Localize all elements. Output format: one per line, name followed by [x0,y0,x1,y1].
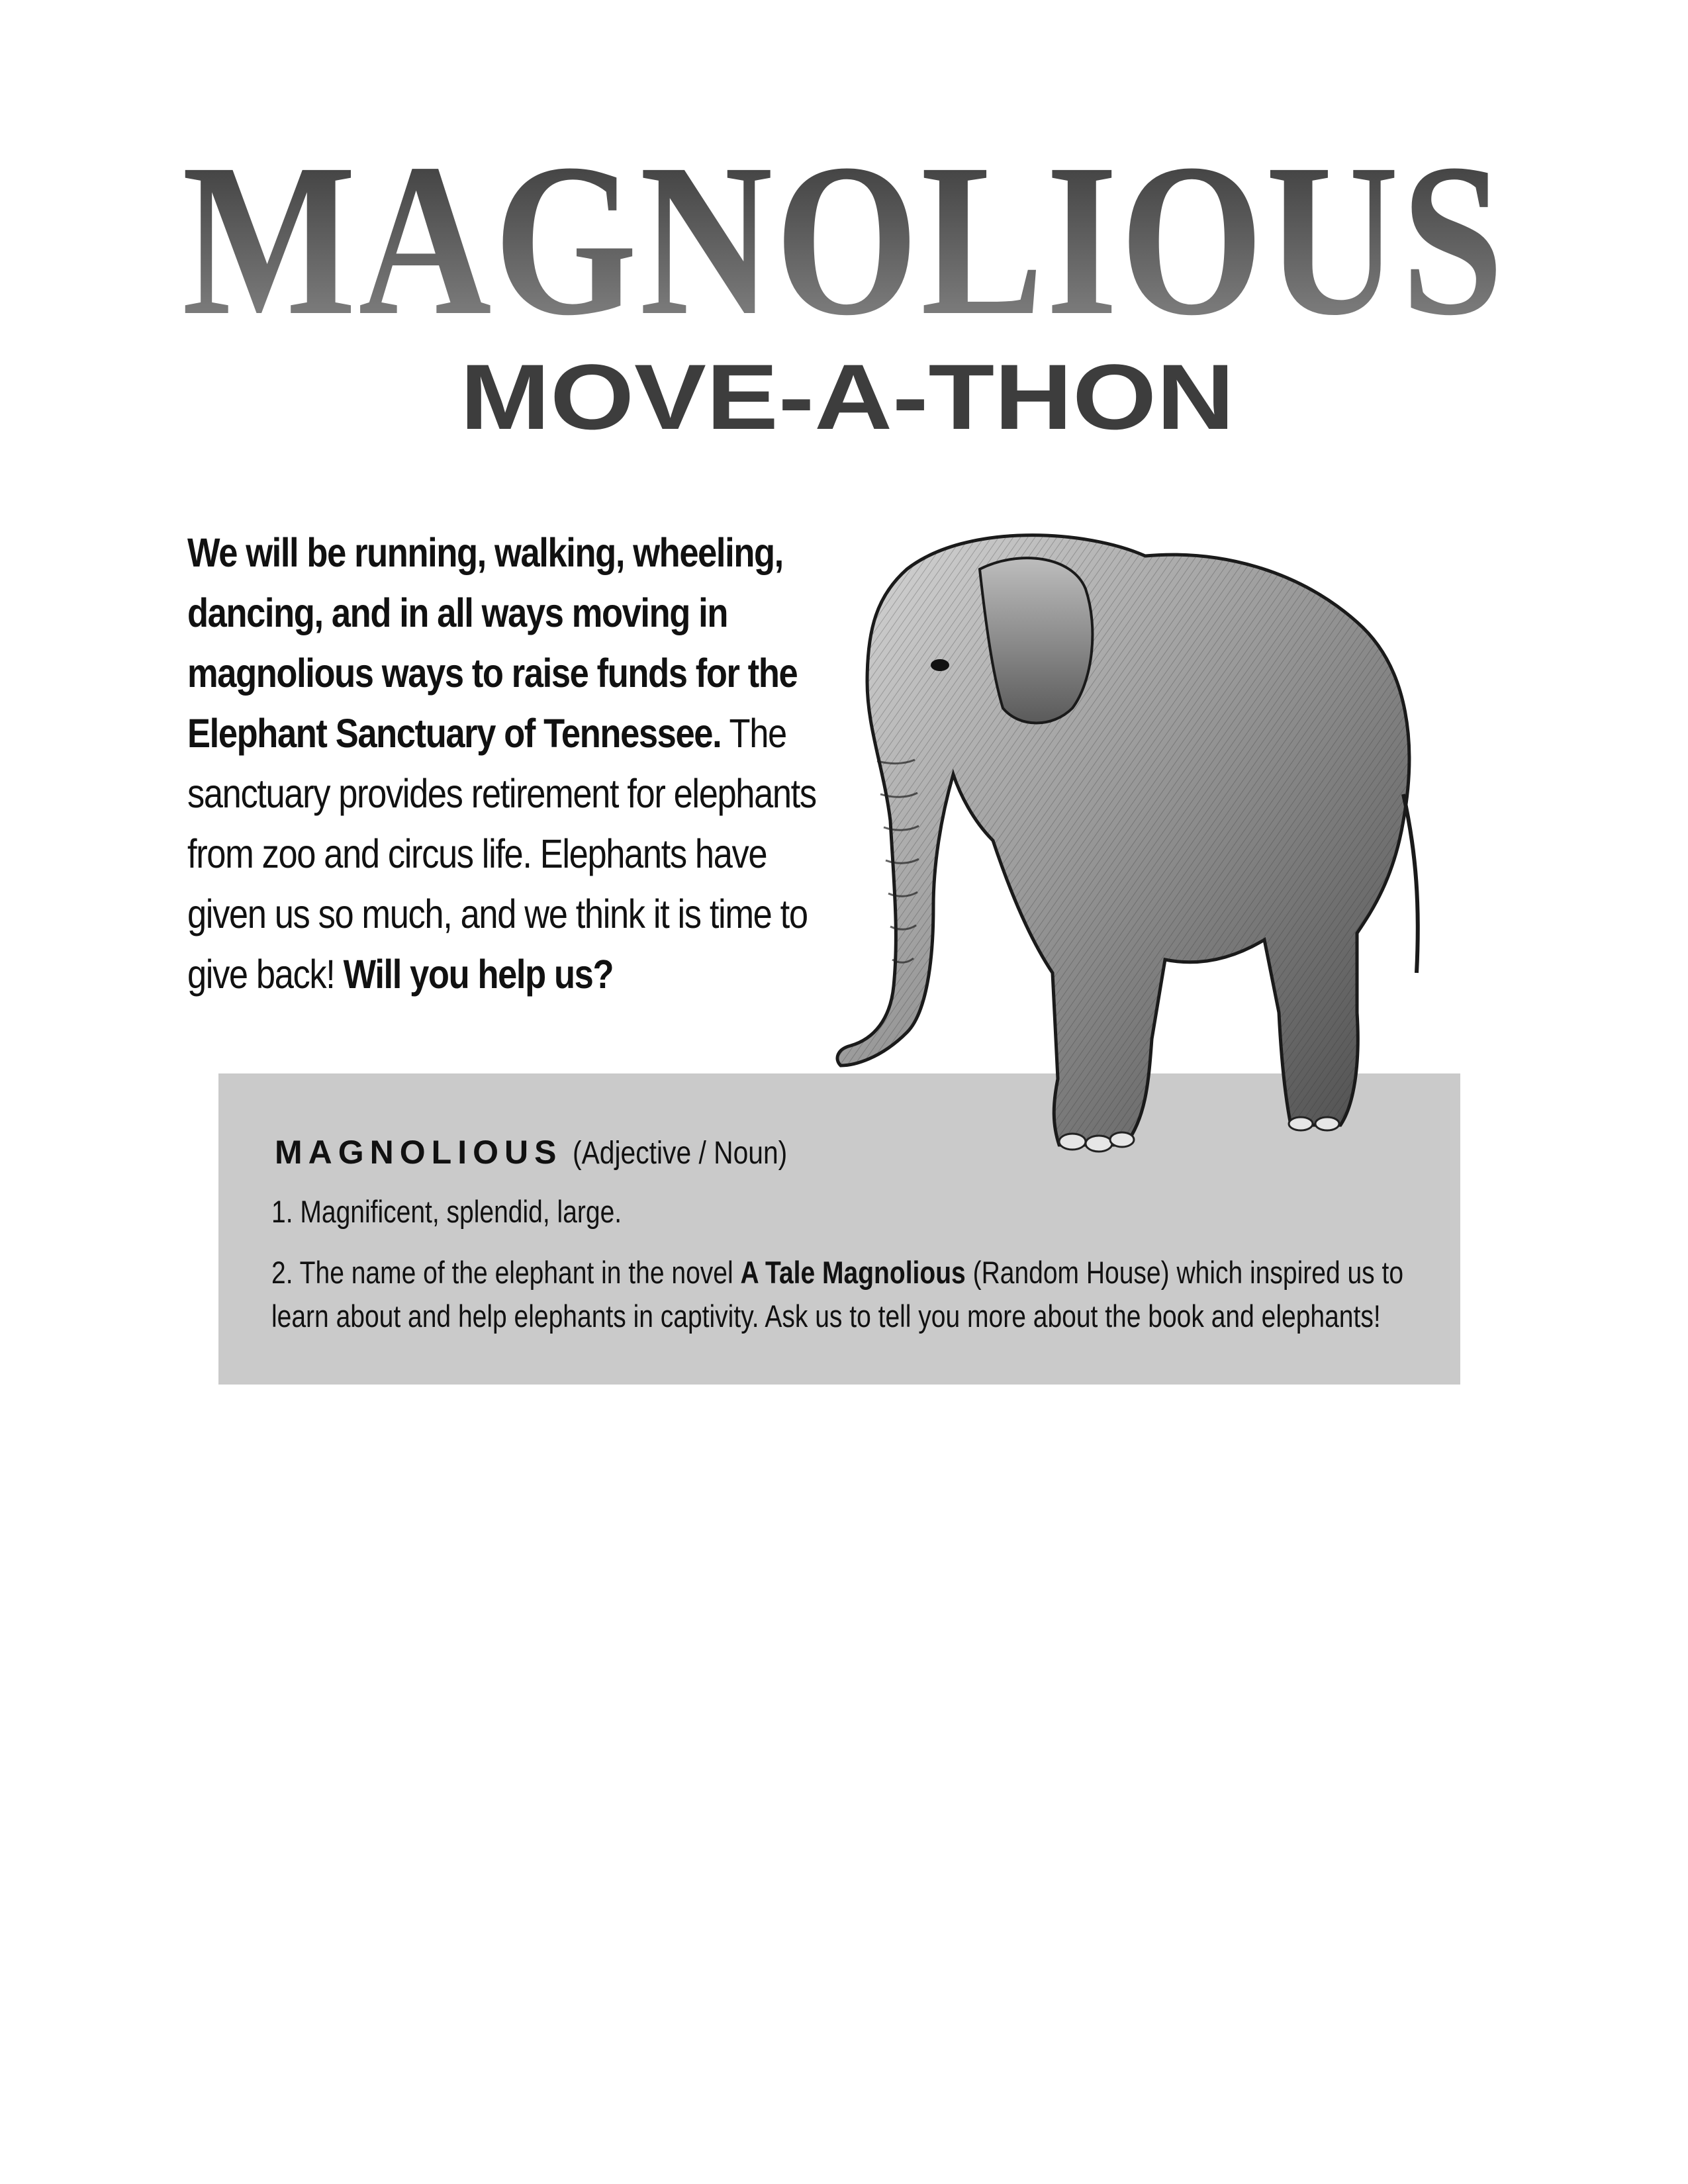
intro-paragraph [187,523,836,1005]
definition-item-2-mid: (Random House) which inspired us to [965,1255,1404,1290]
intro-bold-lead: We will be running, walking, wheeling, dancing, and in all ways moving in magnolious ways to raise funds for the Elephant Sanctuary of Tennessee. [187,530,798,756]
subtitle-text: MOVE-A-THON [460,345,1235,449]
intro-call-to-action: Will you help us? [343,952,614,997]
elephant-illustration [741,510,1456,1198]
definition-item-2-line2: learn about and help elephants in captivity. Ask us to tell you more about the book and elephants! [271,1298,1381,1334]
book-title: A Tale Magnolious [740,1255,966,1290]
definition-item-2 [271,1251,1403,1338]
title-text: MAGNOLIOUS [182,119,1506,361]
elephant-icon [741,510,1456,1198]
page-subtitle [450,344,1244,449]
definition-item-1: 1. Magnificent, splendid, large. [271,1194,622,1229]
page-title [165,78,1523,361]
definition-item-2-prefix: 2. The name of the elephant in the novel [271,1255,741,1290]
definition-word: MAGNOLIOUS [275,1134,563,1171]
part-of-speech: (Adjective / Noun) [573,1136,788,1171]
intro-body: The sanctuary provides retirement for elephants from zoo and circus life. Elephants have given us so much, and we think it is time to give back! [187,711,816,997]
